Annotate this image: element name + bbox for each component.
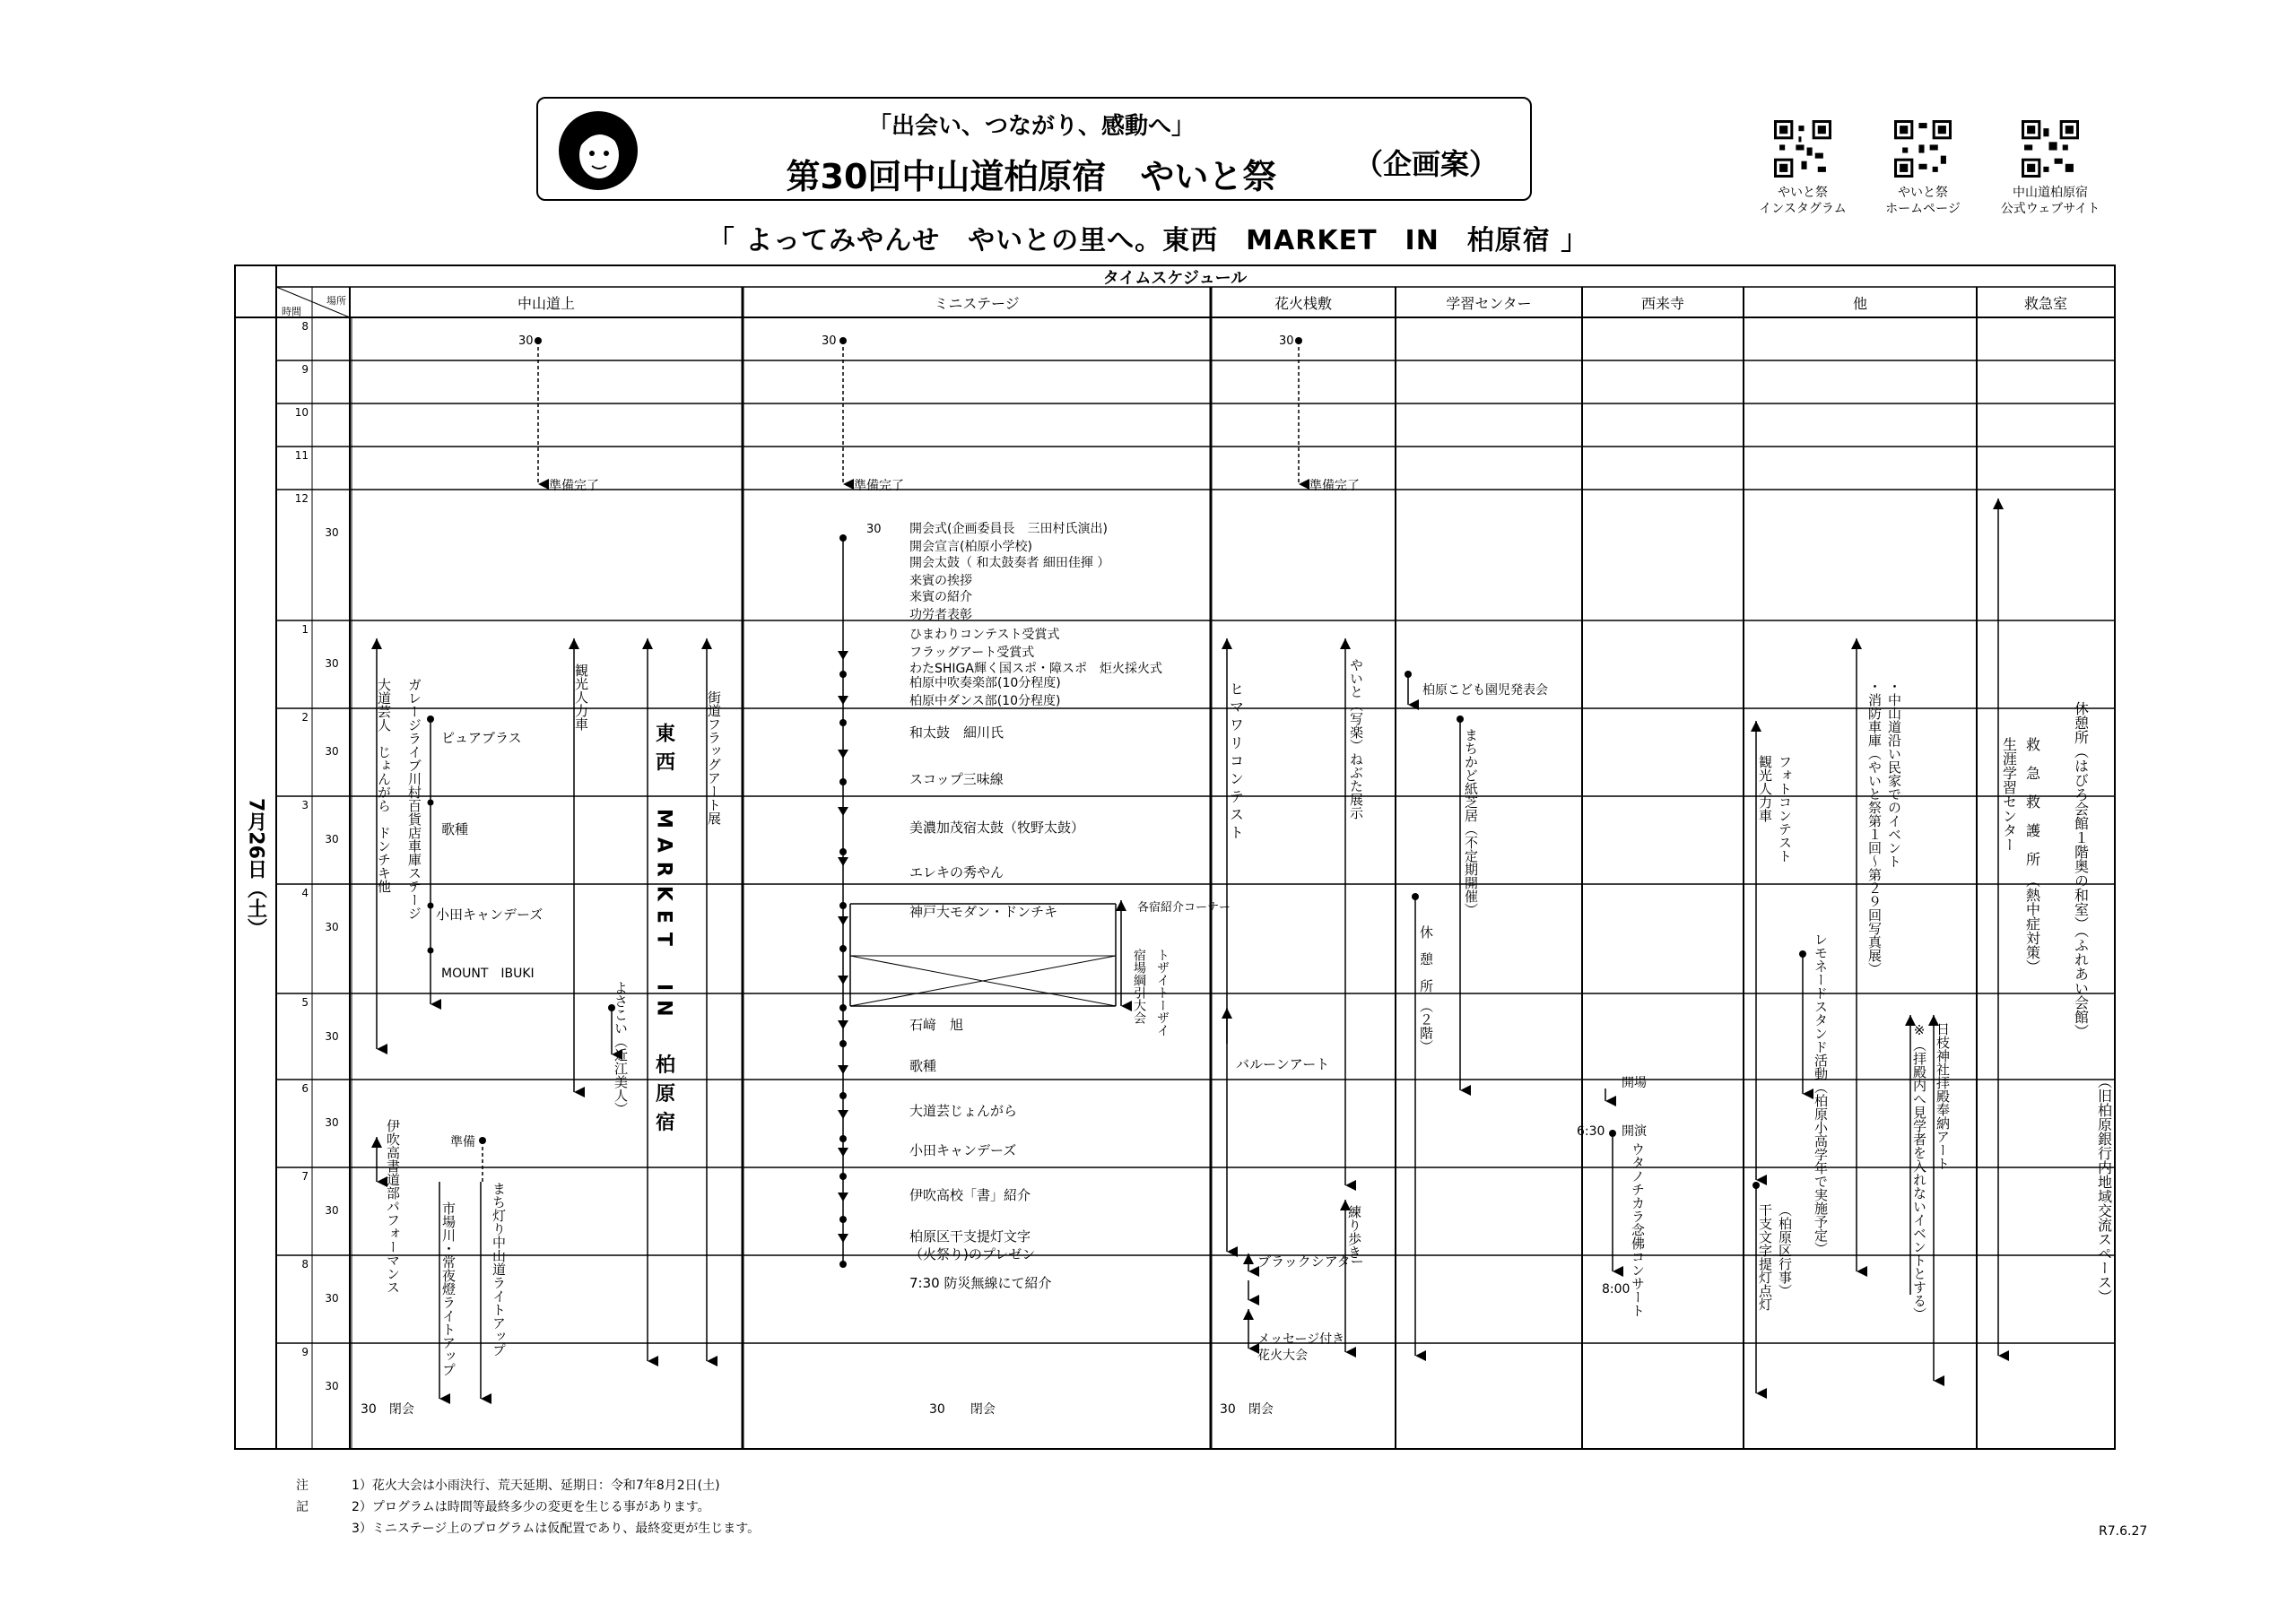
note-line: 2）プログラムは時間等最終多少の変更を生じる事があります。 bbox=[352, 1500, 710, 1514]
timeline-arrow bbox=[838, 807, 848, 816]
stage-item: ひまわりコンテスト受賞式 bbox=[909, 628, 1060, 642]
hour-label: 8 bbox=[301, 1258, 309, 1271]
schedule-title: タイムスケジュール bbox=[1102, 269, 1248, 288]
column-header: 救急室 bbox=[2023, 295, 2068, 312]
qr-label-2: ホームページ bbox=[1885, 202, 1961, 216]
event-label: 休 憩 所 （２階） bbox=[1418, 925, 1434, 1054]
corner-time: 時間 bbox=[282, 306, 301, 317]
hour-label: 11 bbox=[294, 449, 309, 462]
closing-label: 30 閉会 bbox=[1220, 1402, 1274, 1417]
stage-item: わたSHIGA輝く国スポ・障スポ 炬火採火式 bbox=[909, 662, 1162, 676]
timeline-dot bbox=[839, 1173, 847, 1180]
timeline-dot bbox=[839, 945, 847, 952]
event-label: バルーンアート bbox=[1236, 1056, 1330, 1072]
hour-label: 8 bbox=[301, 320, 309, 333]
revision-label: R7.6.27 bbox=[2099, 1524, 2148, 1539]
event-label: 救 急 救 護 所 （熱中症対策） bbox=[2023, 737, 2041, 974]
stage-item: 和太鼓 細川氏 bbox=[909, 724, 1004, 741]
timeline-dot bbox=[839, 1040, 847, 1047]
timeline-dot bbox=[839, 1216, 847, 1223]
event-label: （柏原区行事） bbox=[1777, 1203, 1793, 1297]
event-label: 準備完了 bbox=[1309, 479, 1360, 493]
closing-label: 30 閉会 bbox=[361, 1402, 414, 1417]
timeline-arrow bbox=[838, 696, 848, 705]
event-label: 開演 bbox=[1622, 1124, 1647, 1139]
stage-item: エレキの秀やん bbox=[909, 864, 1004, 880]
date-label: 7月26日（土） bbox=[244, 798, 267, 938]
event-label: MOUNT IBUKI bbox=[441, 967, 535, 981]
half-hour-label: 30 bbox=[325, 921, 339, 933]
stage-item: 柏原中吹奏楽部(10分程度) bbox=[909, 676, 1061, 690]
timeline-dot bbox=[839, 534, 847, 542]
time-label: 30 bbox=[866, 523, 882, 536]
timeline-dot bbox=[839, 902, 847, 909]
event-label: 柏原こども園児発表会 bbox=[1422, 683, 1548, 698]
event-label: ガレージライブ川村百貨店車庫ステージ bbox=[406, 678, 422, 920]
column-header: 学習センター bbox=[1446, 295, 1532, 312]
event-label: 市場川・常夜燈ライトアップ bbox=[440, 1201, 457, 1376]
stage-item: フラッグアート受賞式 bbox=[909, 646, 1035, 660]
stage-item: 柏原区干支提灯文字 bbox=[909, 1228, 1031, 1245]
time-label: 6:30 bbox=[1577, 1124, 1605, 1139]
event-label: ・消防車庫（やいと祭第１回～第２９回写真展） bbox=[1866, 680, 1883, 976]
gakushu-events bbox=[1405, 671, 1548, 1356]
event-label: ヒマワリコンテスト bbox=[1227, 681, 1245, 843]
corner-place: 場所 bbox=[326, 295, 346, 307]
half-hour-label: 30 bbox=[325, 526, 339, 539]
timeline-arrow bbox=[838, 1234, 848, 1243]
event-label: 小田キャンデーズ bbox=[436, 906, 544, 923]
half-hour-label: 30 bbox=[325, 1030, 339, 1043]
column-header: 中山道上 bbox=[517, 295, 576, 312]
half-hour-label: 30 bbox=[325, 745, 339, 758]
event-label: 観光人力車 bbox=[1757, 755, 1773, 822]
event-label: 休憩所（はびろ会館１階奥の和室）（ふれあい会館） bbox=[2072, 701, 2090, 1038]
event-label: 生涯学習センター bbox=[2000, 737, 2018, 852]
hour-label: 3 bbox=[301, 799, 309, 811]
kyukyu-events bbox=[1998, 499, 2113, 1356]
column-header: 他 bbox=[1852, 295, 1868, 312]
plan-label: （企画案） bbox=[1354, 147, 1499, 181]
event-label: トザイトーザイ bbox=[1155, 949, 1170, 1037]
timeline-arrow bbox=[838, 1110, 848, 1119]
timeline-arrow bbox=[838, 1193, 848, 1201]
stage-item: 開会太鼓（ 和太鼓奏者 細田佳揮 ） bbox=[909, 556, 1110, 570]
timeline-arrow bbox=[838, 651, 848, 660]
stage-item: 来賓の挨拶 bbox=[909, 574, 972, 588]
event-label: 開場 bbox=[1622, 1076, 1647, 1090]
timeline-arrow bbox=[838, 976, 848, 984]
closing-label: 30 閉会 bbox=[929, 1402, 996, 1417]
stage-item: 7:30 防災無線にて紹介 bbox=[909, 1275, 1052, 1291]
event-label: ピュアブラス bbox=[441, 730, 522, 746]
stage-item: 石﨑 旭 bbox=[909, 1017, 964, 1033]
event-label: 歌種 bbox=[441, 821, 469, 837]
event-label: まちかど紙芝居（不定期開催） bbox=[1463, 728, 1479, 916]
timeline-arrow bbox=[838, 1020, 848, 1029]
timeline-arrow bbox=[838, 916, 848, 925]
stage-item: 神戸大モダン・ドンチキ bbox=[909, 904, 1058, 920]
hour-label: 7 bbox=[301, 1170, 309, 1183]
stage-item: （火祭り)のプレゼン bbox=[909, 1246, 1036, 1262]
event-label: 準備 bbox=[450, 1135, 475, 1149]
event-label: よさこい（近江美人） bbox=[613, 981, 629, 1115]
event-label: ウタノチカラ念佛コンサート bbox=[1630, 1142, 1646, 1317]
hour-label: 12 bbox=[294, 492, 309, 505]
hour-label: 5 bbox=[301, 996, 309, 1009]
page-title: 第30回中山道柏原宿 やいと祭 bbox=[786, 157, 1277, 196]
half-hour-label: 30 bbox=[325, 1292, 339, 1305]
subtitle: 「 よってみやんせ やいとの里へ。東西 MARKET IN 柏原宿 」 bbox=[707, 225, 1589, 256]
event-label: レモネードスタンド活動（柏原小高学年で実施予定） bbox=[1813, 932, 1829, 1255]
stage-item: 開会式(企画委員長 三田村氏演出) bbox=[909, 522, 1108, 536]
note-line: 3）ミニステージ上のプログラムは仮配置であり、最終変更が生じます。 bbox=[352, 1522, 761, 1536]
qr-label-2: 公式ウェブサイト bbox=[2000, 202, 2100, 216]
qr-label-2: インスタグラム bbox=[1759, 202, 1847, 216]
event-label: 街道フラッグアート展 bbox=[706, 690, 722, 825]
stage-item: 小田キャンデーズ bbox=[909, 1142, 1017, 1158]
column-header: 花火桟敷 bbox=[1274, 295, 1333, 312]
timeline-dot bbox=[839, 1135, 847, 1142]
event-label: まち灯り中山道ライトアップ bbox=[491, 1182, 507, 1357]
event-label: ・中山道沿い民家でのイベント bbox=[1886, 680, 1902, 868]
qr-label-1: やいと祭 bbox=[1778, 186, 1828, 200]
half-hour-label: 30 bbox=[325, 1116, 339, 1129]
stage-item: 功労者表彰 bbox=[909, 608, 972, 622]
event-label: ※（拝殿内へ見学者を入れないイベントとする） bbox=[1911, 1022, 1927, 1321]
qr-label-1: やいと祭 bbox=[1898, 186, 1948, 200]
timeline-arrow bbox=[838, 1148, 848, 1157]
timeline-arrow bbox=[838, 750, 848, 759]
half-hour-label: 30 bbox=[325, 1204, 339, 1217]
tagline: 「出会い、つながり、感動へ」 bbox=[867, 113, 1195, 140]
hour-label: 4 bbox=[301, 887, 309, 899]
event-label: （旧柏原銀行内地域交流スペース） bbox=[2095, 1074, 2113, 1304]
stage-item: 大道芸じょんがら bbox=[909, 1103, 1018, 1119]
event-label: 練り歩き bbox=[1346, 1205, 1362, 1259]
hour-label: 1 bbox=[301, 623, 309, 636]
half-hour-label: 30 bbox=[325, 833, 339, 846]
event-label: ブラックシアター bbox=[1257, 1253, 1364, 1270]
other-events bbox=[1752, 638, 1951, 1393]
column-header: 西来寺 bbox=[1640, 295, 1685, 312]
time-label: 30 bbox=[1279, 334, 1294, 348]
timeline-dot bbox=[839, 778, 847, 785]
stage-item: スコップ三味線 bbox=[909, 771, 1004, 787]
event-label: 伊吹高書道部パフォーマンス bbox=[385, 1119, 401, 1294]
event-label: 大道芸人 じょんがら ドンチキ他 bbox=[376, 678, 392, 893]
timeline-dot bbox=[839, 719, 847, 726]
timeline-arrow bbox=[838, 857, 848, 866]
half-hour-label: 30 bbox=[325, 1380, 339, 1392]
event-label: メッセージ付き bbox=[1257, 1332, 1345, 1347]
timeline-dot bbox=[839, 848, 847, 855]
note-line: 1）花火大会は小雨決行、荒天延期、延期日：令和7年8月2日(土) bbox=[352, 1479, 720, 1493]
event-label: フォトコンテスト bbox=[1777, 755, 1793, 863]
event-label: 準備完了 bbox=[854, 479, 904, 493]
event-label: 観光人力車 bbox=[573, 664, 589, 731]
event-label: 準備完了 bbox=[549, 479, 599, 493]
stage-item: 柏原中ダンス部(10分程度) bbox=[909, 694, 1061, 708]
column-header: ミニステージ bbox=[934, 295, 1020, 312]
half-hour-label: 30 bbox=[325, 657, 339, 670]
qr-label-1: 中山道柏原宿 bbox=[2013, 186, 2088, 200]
timeline-dot bbox=[839, 1004, 847, 1011]
notes-heading: 注記 bbox=[296, 1479, 309, 1514]
event-label: 宿場綱引大会 bbox=[1132, 949, 1146, 1024]
stage-events bbox=[822, 334, 1231, 1417]
stage-item: 来賓の紹介 bbox=[909, 590, 972, 604]
hour-label: 9 bbox=[301, 1346, 309, 1358]
event-label: 各宿紹介コーナー bbox=[1137, 901, 1231, 915]
stage-item: 伊吹高校「書」紹介 bbox=[909, 1187, 1031, 1203]
timeline-dot bbox=[839, 671, 847, 678]
timeline-dot bbox=[839, 1261, 847, 1268]
stage-item: 美濃加茂宿太鼓（牧野太鼓） bbox=[909, 820, 1085, 836]
hour-label: 2 bbox=[301, 711, 309, 724]
event-label: 花火大会 bbox=[1257, 1349, 1308, 1363]
stage-item: 歌種 bbox=[909, 1058, 937, 1074]
sairaiji-events bbox=[1577, 1076, 1648, 1317]
time-label: 30 bbox=[822, 334, 837, 348]
hour-label: 6 bbox=[301, 1082, 309, 1095]
time-label: 8:00 bbox=[1602, 1282, 1631, 1297]
timeline-arrow bbox=[838, 1065, 848, 1074]
event-label: 日枝神社拝殿奉納アート bbox=[1935, 1022, 1951, 1170]
event-label: やいと（写楽）ねぶた展示 bbox=[1348, 658, 1364, 820]
nakasendo-events bbox=[361, 334, 722, 1417]
hour-label: 10 bbox=[294, 406, 309, 419]
table-grid bbox=[235, 265, 2115, 1449]
timeline-dot bbox=[839, 1092, 847, 1099]
stage-item: 開会宣言(柏原小学校) bbox=[909, 540, 1032, 554]
market-label: 東西 MARKET IN 柏原宿 bbox=[652, 723, 675, 1141]
event-label: 干支文字提灯点灯 bbox=[1757, 1203, 1773, 1311]
hanabi-events bbox=[1220, 334, 1364, 1417]
time-label: 30 bbox=[518, 334, 534, 348]
hour-label: 9 bbox=[301, 363, 309, 376]
